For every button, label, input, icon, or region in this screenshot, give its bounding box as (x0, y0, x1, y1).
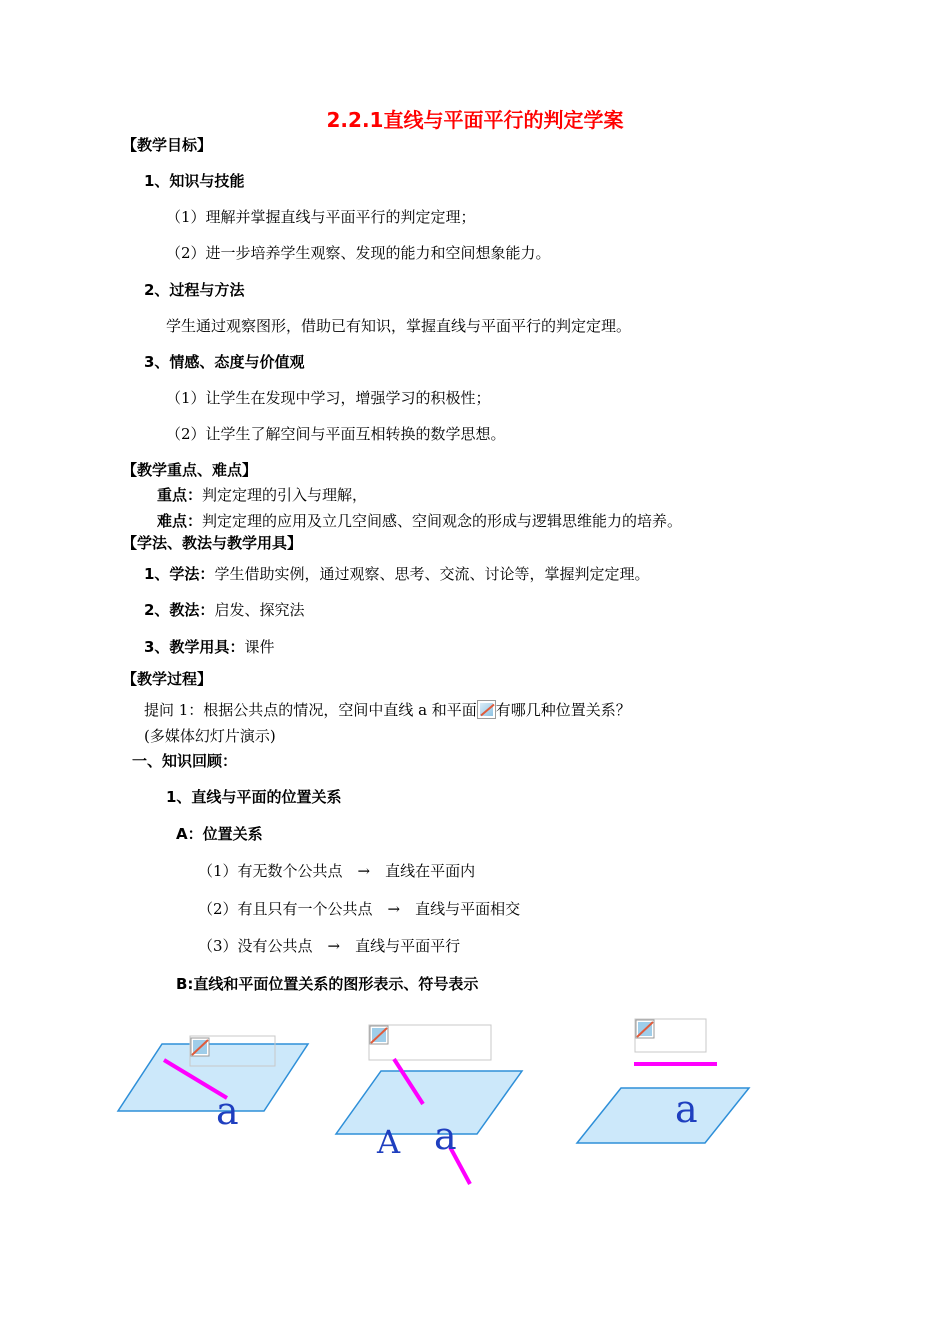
method-1-text: 学生借助实例，通过观察、思考、交流、讨论等，掌握判定定理。 (214, 565, 650, 583)
method-2-label: 2、教法： (144, 601, 215, 619)
question-1-note: (多媒体幻灯片演示) (144, 727, 276, 745)
focus-text: 判定定理的引入与理解， (202, 486, 368, 504)
objective-2-paragraph: 学生通过观察图形，借助已有知识，掌握直线与平面平行的判定定理。 (166, 317, 632, 335)
method-1 (144, 563, 649, 584)
relation-item-3: （3）没有公共点 → 直线与平面平行 (198, 937, 461, 955)
plane-3 (577, 1088, 749, 1143)
figure-line-in-plane (118, 1036, 308, 1133)
broken-image-icon (636, 1020, 654, 1038)
plane-1 (118, 1044, 308, 1111)
broken-image-icon (477, 700, 496, 719)
broken-image-icon (191, 1038, 209, 1056)
method-3-label: 3、教学用具： (144, 638, 245, 656)
objective-2-title: 2、过程与方法 (144, 281, 245, 299)
difficulty-text: 判定定理的应用及立几空间感、空间观念的形成与逻辑思维能力的培养。 (202, 512, 683, 530)
difficulty-label: 难点： (157, 512, 203, 530)
review-heading: 一、知识回顾： (132, 752, 238, 770)
method-2 (144, 599, 304, 620)
label-A-point: A (377, 1123, 401, 1161)
process-heading: 【教学过程】 (122, 670, 213, 688)
methods-heading: 【学法、教法与教学用具】 (122, 534, 303, 552)
method-2-text: 启发、探究法 (214, 601, 305, 619)
objective-1-item-1: （1）理解并掌握直线与平面平行的判定定理； (166, 208, 476, 226)
figure-line-parallel-plane (577, 1019, 749, 1143)
label-a-3: a (675, 1087, 698, 1131)
objective-1-item-2: （2）进一步培养学生观察、发现的能力和空间想象能力。 (166, 244, 551, 262)
method-1-label: 1、学法： (144, 565, 215, 583)
relation-a-title: A：位置关系 (176, 825, 263, 843)
focus-line (157, 484, 367, 505)
objective-3-item-1: （1）让学生在发现中学习，增强学习的积极性； (166, 389, 491, 407)
objective-3-item-2: （2）让学生了解空间与平面互相转换的数学思想。 (166, 425, 506, 443)
focus-label: 重点： (157, 486, 203, 504)
question-1-tail: 有哪几种位置关系？ (495, 701, 631, 719)
relation-item-1: （1）有无数个公共点 → 直线在平面内 (198, 862, 476, 880)
figures-area (0, 1000, 950, 1200)
label-a-2: a (434, 1114, 457, 1158)
objective-3-title: 3、情感、态度与价值观 (144, 353, 305, 371)
document-title: 2.2.1直线与平面平行的判定学案 (326, 108, 624, 132)
keypoints-heading: 【教学重点、难点】 (122, 461, 258, 479)
method-3 (144, 636, 274, 657)
question-1 (144, 699, 631, 720)
broken-image-icon (370, 1026, 388, 1044)
method-3-text: 课件 (244, 638, 275, 656)
label-a-1: a (216, 1089, 239, 1133)
relation-item-2: （2）有且只有一个公共点 → 直线与平面相交 (198, 900, 521, 918)
figure-line-intersects-plane (336, 1025, 522, 1184)
relation-b-title: B:直线和平面位置关系的图形表示、符号表示 (176, 975, 479, 993)
objective-1-title: 1、知识与技能 (144, 172, 245, 190)
objectives-heading: 【教学目标】 (122, 136, 213, 154)
question-1-text: 提问 1：根据公共点的情况，空间中直线 a 和平面 (144, 701, 477, 719)
difficulty-line (157, 510, 682, 531)
review-1-title: 1、直线与平面的位置关系 (166, 788, 342, 806)
plane-2 (336, 1071, 522, 1134)
